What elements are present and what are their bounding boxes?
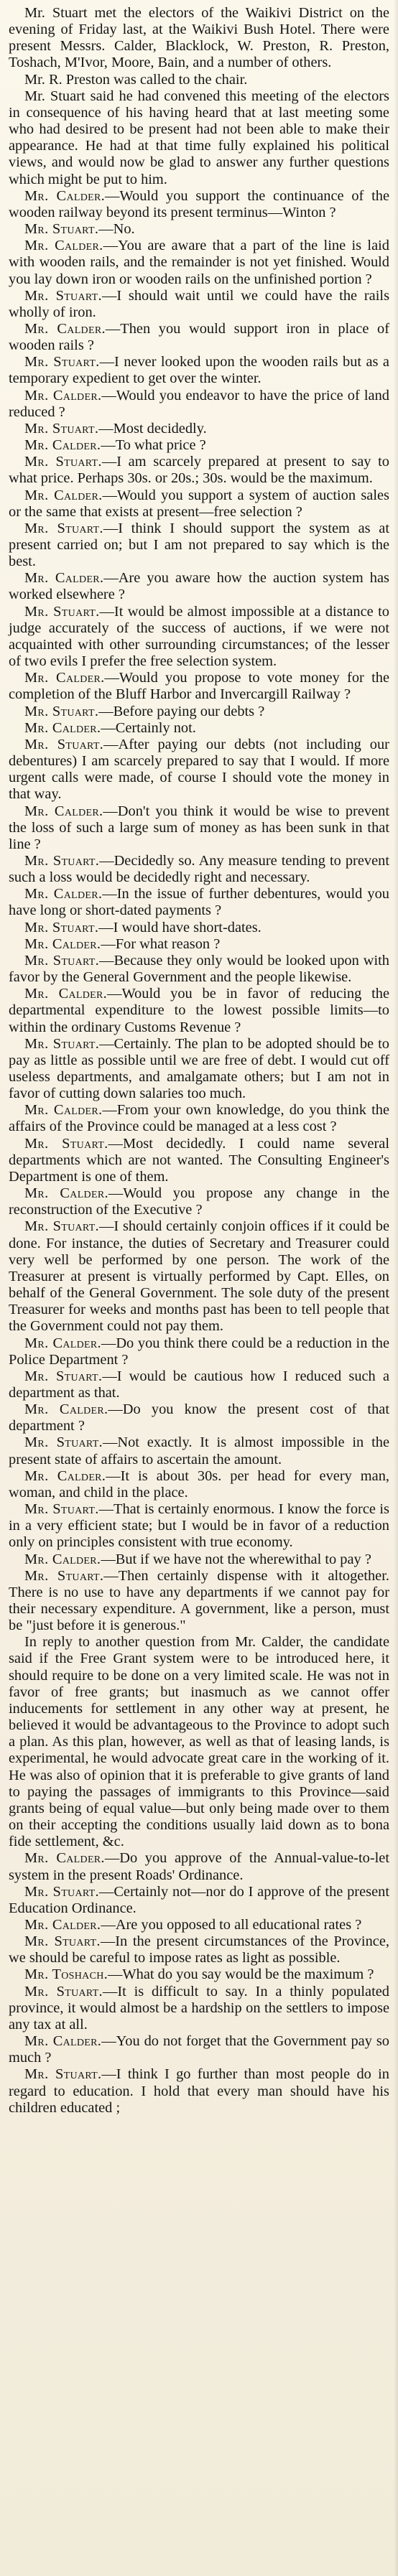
article-paragraph [9,1218,389,1335]
article-paragraph [9,570,389,603]
article-paragraph [9,72,389,88]
speaker-name: Mr. Stuart. [24,952,100,969]
article-paragraph [9,604,389,671]
paragraph-text: —Most decidedly. [98,420,207,437]
speaker-name: Mr. Stuart. [24,420,99,437]
article-paragraph [9,2033,389,2066]
article-paragraph [9,1634,389,1850]
article-paragraph [9,421,389,437]
article-paragraph [9,1984,389,2033]
speaker-name: Mr. Stuart. [24,1933,101,1950]
speaker-name: Mr. Stuart. [24,1983,103,1999]
paragraph-text: Mr. Stuart met the electors of the Waikivi District on the evening of Friday last, at the Waikivi Bush Hotel. There were present Messrs. Calder, Blacklock, W. Preston, R. Preston, Toshach, M'Ivor, Moore, Bain, and a number of others. [9,5,389,71]
article-paragraph [9,437,389,454]
page-edge-shadow [394,0,398,2576]
paragraph-text: —I would have short-dates. [98,919,262,935]
speaker-name: Mr. Stuart. [24,221,99,238]
paragraph-text: —In the issue of further debentures, would you have long or short-dated payments ? [9,886,389,919]
paragraph-text: —From your own knowledge, do you think the affairs of the Province could be managed at a less cost ? [9,1102,390,1135]
article-paragraph [9,1917,389,1933]
article-paragraph [9,1501,389,1551]
speaker-name: Mr. Calder. [24,437,101,454]
speaker-name: Mr. Stuart. [24,1567,104,1584]
paragraph-text: —Are you aware how the auction system has worked elsewhere ? [9,570,389,603]
paragraph-text: —But if we have not the wherewithal to pay ? [101,1551,371,1567]
article-paragraph [9,88,389,188]
article-paragraph [9,936,389,953]
article-paragraph [9,454,389,487]
speaker-name: Mr. Toshach. [24,1966,108,1983]
speaker-name: Mr. Stuart. [24,1218,99,1235]
article-paragraph [9,803,389,853]
paragraph-text: —Are you opposed to all educational rates ? [101,1916,362,1933]
speaker-name: Mr. Calder. [24,1102,103,1119]
paragraph-text: —Would you propose to vote money for the completion of the Bluff Harbor and Invercargill Railway ? [9,670,390,703]
paragraph-text: —It would be almost impossible at a distance to judge accurately of the success of auctions, if we were not acquainted with other surrounding circumstances; of the lesser of two evils I prefer the free selection system. [9,603,389,670]
article-paragraph [9,1368,389,1401]
speaker-name: Mr. Stuart. [24,1501,99,1518]
article-paragraph [9,1551,389,1568]
article-paragraph [9,1136,389,1185]
speaker-name: Mr. Calder. [24,670,105,686]
speaker-name: Mr. Stuart. [24,1434,103,1451]
paragraph-text: —Don't you think it would be wise to prevent the loss of such a large sum of money as has been sunk in that line ? [9,803,390,852]
speaker-name: Mr. Calder. [24,187,106,204]
speaker-name: Mr. Calder. [24,1401,108,1418]
article-paragraph [9,1884,389,1917]
article-paragraph [9,5,389,72]
article-paragraph [9,1401,389,1434]
paragraph-text: —Would you propose any change in the reconstruction of the Executive ? [9,1185,389,1218]
speaker-name: Mr. Calder. [24,719,101,736]
article-paragraph [9,238,389,287]
speaker-name: Mr. Calder. [24,1916,101,1933]
paragraph-text: —That is certainly enormous. I know the force is in a very efficient state; but I would be in favor of a reduction only on principles consistent with true economy. [9,1501,389,1551]
paragraph-text: —Do you approve of the Annual-value-to-let system in the present Roads' Ordinance. [9,1850,390,1883]
paragraph-text: Mr. Stuart said he had convened this meeting of the electors in consequence of his having heard that at last meeting some who had desired to be present had not been able to make their appearance. He had at that time fully explained his political views, and would now be glad to answer any further questions which might be put to him. [9,88,389,187]
speaker-name: Mr. Calder. [24,986,108,1002]
paragraph-text: —I would be cautious how I reduced such a department as that. [9,1368,389,1401]
speaker-name: Mr. Calder. [24,935,101,952]
speaker-name: Mr. Stuart. [24,603,100,620]
article-paragraph [9,1966,389,1983]
speaker-name: Mr. Stuart. [24,2066,102,2083]
article-paragraph [9,886,389,919]
speaker-name: Mr. Calder. [24,487,103,503]
paragraph-text: —You are aware that a part of the line is laid with wooden rails, and the remainder is not yet finished. Would you lay down iron or wooden rails on the unfinished portion ? [9,238,389,287]
speaker-name: Mr. Calder. [24,803,103,819]
paragraph-text: —Then you would support iron in place of wooden rails ? [9,320,389,354]
article-paragraph [9,1933,389,1966]
paragraph-text: —Decidedly so. Any measure tending to prevent such a loss would be decidedly right and necessary. [9,852,389,886]
paragraph-text: —Do you think there could be a reduction in the Police Department ? [9,1335,389,1368]
paragraph-text: —Certainly not. [101,719,196,736]
speaker-name: Mr. Stuart. [24,454,102,470]
speaker-name: Mr. Stuart. [24,919,99,935]
paragraph-text: —What do you say would be the maximum ? [108,1966,374,1983]
speaker-name: Mr. Stuart. [24,736,104,752]
article-paragraph [9,188,389,221]
speaker-name: Mr. Calder. [24,1185,108,1202]
speaker-name: Mr. Calder. [24,387,102,403]
paragraph-text: In reply to another question from Mr. Calder, the candidate said if the Free Grant system were to be introduced here, it should require to be done on a very limited scale. He was not in favor of free grants; but inasmuch as we cannot offer inducements for settlement in any other way at present, he believed it would be advantageous to the Province to adopt such a plan. As this plan, however, as well as that of leasing lands, is experimental, he would advocate great care in the working of it. He was also of opinion that it is preferable to give grants of land to paying the passages of immigrants to this Province—said grants being of equal value—but only being made over to them on their accepting the conditions usually laid down as to bona fide settlement, &c. [9,1634,389,1850]
speaker-name: Mr. Stuart. [24,520,103,536]
paragraph-text: —Would you support a system of auction sales or the same that exists at present—free selection ? [9,487,389,520]
paragraph-text: —No. [98,221,135,238]
paragraph-text: —Before paying our debts ? [98,703,265,719]
paragraph-text: Mr. R. Preston was called to the chair. [24,71,248,88]
paragraph-text: —Because they only would be looked upon with favor by the General Government and the people likewise. [9,952,389,986]
paragraph-text: —Would you support the continuance of the wooden railway beyond its present terminus—Winton ? [9,187,390,220]
article-paragraph [9,1036,389,1103]
speaker-name: Mr. Calder. [24,2033,102,2050]
article-paragraph [9,354,389,387]
article-paragraph [9,321,389,354]
article-paragraph [9,953,389,986]
speaker-name: Mr. Calder. [24,1850,105,1867]
speaker-name: Mr. Calder. [24,238,103,254]
speaker-name: Mr. Stuart. [24,703,99,719]
article-paragraph [9,704,389,720]
paragraph-text: —Then certainly dispense with it altogether. There is no use to have any departments if we cannot pay for their necessary expenditure. A government, like a person, must be "just before it is generous." [9,1567,389,1634]
paragraph-text: —I should wait until we could have the rails wholly of iron. [9,287,389,320]
paragraph-text: —After paying our debts (not including our debentures) I am scarcely prepared to say that I would. If more urgent calls were made, of course I should vote the money in that way. [9,736,389,803]
paragraph-text: —I am scarcely prepared at present to say to what price. Perhaps 30s. or 20s.; 30s. would be the maximum. [9,454,389,487]
article-paragraph [9,737,389,803]
paragraph-text: —Certainly. The plan to be adopted should be to pay as little as possible until we are free of debt. I would cut off useless departments, and amalgamate others; but I am not in favor of cutting down salaries too much. [9,1035,389,1102]
paragraph-text: —Not exactly. It is almost impossible in the present state of affairs to ascertain the amount. [9,1434,389,1467]
article-paragraph [9,1434,389,1467]
speaker-name: Mr. Calder. [24,1335,101,1351]
paragraph-text: —I should certainly conjoin offices if it could be done. For instance, the duties of Secretary and Treasurer could very well be performed by one person. The work of the Treasurer at present is virtually performed by Capt. Elles, on behalf of the General Government. The sole duty of the present Treasurer for weeks and months past has been to tell people that the Government could not pay them. [9,1218,389,1335]
paragraph-text: —I never looked upon the wooden rails but as a temporary expedient to get over the winter. [9,354,389,387]
article-paragraph [9,670,389,703]
paragraph-text: —I think I should support the system as at present carried on; but I am not prepared to say which is the best. [9,520,389,570]
paragraph-text: —Certainly not—nor do I approve of the present Education Ordinance. [9,1883,389,1916]
article-paragraph [9,521,389,570]
paragraph-text: —Most decidedly. I could name several departments which are not wanted. The Consulting Engineer's Department is one of them. [9,1135,389,1185]
speaker-name: Mr. Calder. [24,886,103,902]
speaker-name: Mr. Stuart. [24,287,102,304]
paragraph-text: —Would you endeavor to have the price of land reduced ? [9,387,390,420]
article-paragraph [9,1468,389,1501]
speaker-name: Mr. Stuart. [24,852,100,869]
speaker-name: Mr. Stuart. [24,1035,100,1052]
article-paragraph [9,388,389,421]
article-paragraph [9,853,389,886]
article-paragraph [9,2066,389,2116]
paragraph-text: —For what reason ? [101,935,221,952]
paragraph-text: —I think I go further than most people do in regard to education. I hold that every man should have his children educated ; [9,2066,389,2116]
article-paragraph [9,487,389,521]
speaker-name: Mr. Stuart. [24,1883,99,1900]
paragraph-text: —Do you know the present cost of that department ? [9,1401,390,1434]
article-paragraph [9,1850,389,1883]
paragraph-text: —You do not forget that the Government pay so much ? [9,2033,389,2066]
speaker-name: Mr. Calder. [24,1551,101,1567]
speaker-name: Mr. Stuart. [24,354,100,370]
article-paragraph [9,1102,389,1135]
article-paragraph [9,1185,389,1218]
paragraph-text: —It is about 30s. per head for every man, woman, and child in the place. [9,1467,390,1501]
paragraph-text: —To what price ? [101,437,206,454]
speaker-name: Mr. Stuart. [24,1135,108,1152]
paragraph-text: —Would you be in favor of reducing the departmental expenditure to the lowest possible limits—to within the ordinary Customs Revenue ? [9,986,389,1035]
paragraph-text: —In the present circumstances of the Province, we should be careful to impose rates as light as possible. [9,1933,389,1966]
article-paragraph [9,1568,389,1635]
paragraph-text: —It is difficult to say. In a thinly populated province, it would almost be a hardship on the settlers to impose any tax at all. [9,1983,389,2033]
article-paragraph [9,221,389,238]
article-paragraph [9,986,389,1035]
article-paragraph [9,288,389,321]
article-paragraph [9,920,389,936]
speaker-name: Mr. Calder. [24,320,106,337]
article-paragraph [9,720,389,737]
article-paragraph [9,1335,389,1368]
speaker-name: Mr. Calder. [24,1467,106,1484]
speaker-name: Mr. Calder. [24,570,104,587]
speaker-name: Mr. Stuart. [24,1368,103,1384]
